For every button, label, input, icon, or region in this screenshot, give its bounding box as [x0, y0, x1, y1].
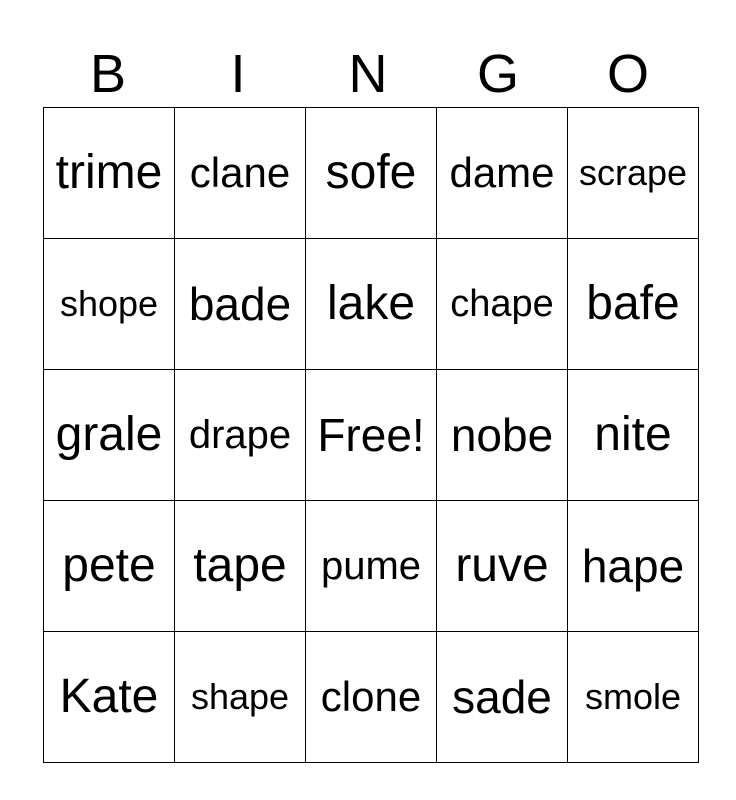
- header-letter-n: N: [348, 44, 388, 104]
- board-cell[interactable]: clone: [306, 632, 437, 763]
- board-cell[interactable]: tape: [175, 501, 306, 632]
- board-cell[interactable]: bade: [175, 239, 306, 370]
- board-cell[interactable]: pume: [306, 501, 437, 632]
- board-cell[interactable]: sofe: [306, 108, 437, 239]
- header-letter-i: I: [230, 44, 246, 104]
- board-row: [44, 501, 699, 632]
- header-letter-b: B: [89, 44, 127, 104]
- bingo-board: [43, 107, 699, 763]
- board-cell[interactable]: clane: [175, 108, 306, 239]
- board-cell[interactable]: grale: [44, 370, 175, 501]
- board-cell[interactable]: nobe: [437, 370, 568, 501]
- board-cell[interactable]: bafe: [568, 239, 699, 370]
- board-cell[interactable]: chape: [437, 239, 568, 370]
- board-cell[interactable]: trime: [44, 108, 175, 239]
- board-cell[interactable]: nite: [568, 370, 699, 501]
- board-cell[interactable]: shape: [175, 632, 306, 763]
- board-row: [44, 239, 699, 370]
- board-cell[interactable]: pete: [44, 501, 175, 632]
- board-cell[interactable]: scrape: [568, 108, 699, 239]
- board-cell[interactable]: ruve: [437, 501, 568, 632]
- board-cell[interactable]: hape: [568, 501, 699, 632]
- board-row: [44, 370, 699, 501]
- board-cell[interactable]: Kate: [44, 632, 175, 763]
- board-cell[interactable]: drape: [175, 370, 306, 501]
- bingo-header: [43, 40, 693, 108]
- board-cell[interactable]: lake: [306, 239, 437, 370]
- board-row: [44, 108, 699, 239]
- header-letter-o: O: [606, 44, 649, 104]
- board-cell[interactable]: dame: [437, 108, 568, 239]
- board-cell[interactable]: sade: [437, 632, 568, 763]
- board-cell[interactable]: smole: [568, 632, 699, 763]
- board-row: [44, 632, 699, 763]
- board-cell[interactable]: shope: [44, 239, 175, 370]
- header-letter-g: G: [476, 44, 519, 104]
- free-space-cell[interactable]: Free!: [306, 370, 437, 501]
